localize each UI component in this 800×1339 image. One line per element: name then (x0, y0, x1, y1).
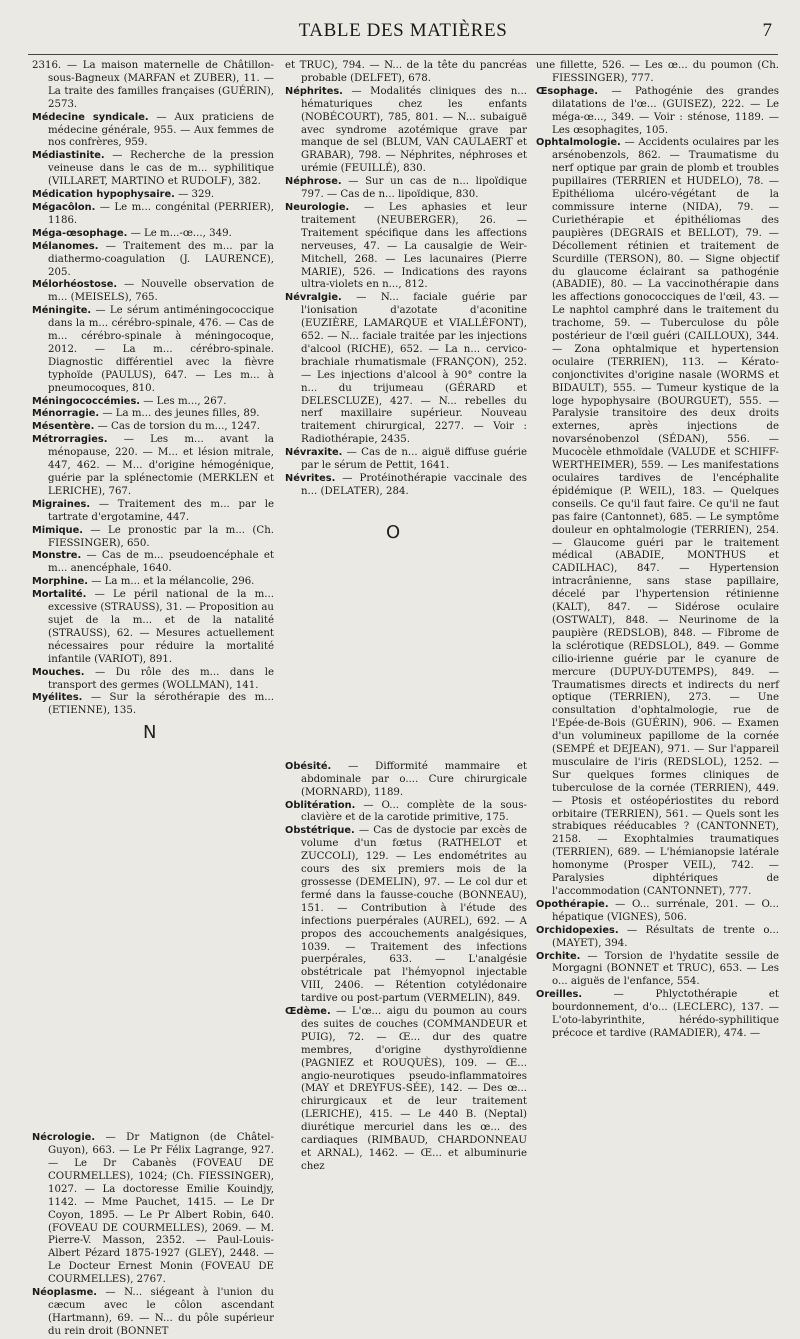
index-entry (32, 150, 274, 189)
index-entry (285, 473, 527, 499)
index-entry (32, 434, 274, 499)
index-entry (536, 951, 779, 990)
entry-text: — Les m... avant la ménopause, 220. — M... et lésion mitrale, 447, 462. — M... d'origine hémogénique, guérie par la splénectomie (MERKLEN et LERICHE), 767. (48, 434, 274, 497)
entry-text: — Cas de torsion du m..., 1247. (94, 421, 261, 433)
index-entry (32, 1132, 274, 1287)
entry-headword: Œdème. (285, 1006, 331, 1018)
entry-headword: Obstétrique. (285, 825, 355, 837)
index-entry (285, 86, 527, 176)
entry-text: — Cas de n... aiguë diffuse guérie par le sérum de Pettit, 1641. (301, 447, 527, 472)
entry-headword: Méningite. (32, 305, 92, 317)
page-header (28, 14, 778, 55)
column-1-gap (32, 718, 274, 1132)
index-entry (32, 421, 274, 434)
index-entry (32, 228, 274, 241)
index-entry (32, 241, 274, 280)
entry-text: — Phlyctothérapie et bourdonnement, d'o... (LECLERC), 137. — L'oto-labyrinthite, hérédo-syphilitique précoce et tardive (RAMADIER), 474. — (552, 989, 779, 1039)
entry-headword: Néphrose. (285, 176, 342, 188)
entry-headword: Névrites. (285, 473, 336, 484)
entry-text: — N... siégeant à l'union du cæcum avec le côlon ascendant (Hartmann), 69. — N... du pôle supérieur du rein droit (BONNET (48, 1287, 274, 1337)
entry-text: — Traitement des m... par le tartrate d'ergotamine, 447. (48, 498, 274, 523)
index-entry (536, 925, 779, 951)
column-2 (285, 60, 527, 1174)
entry-text: — Les aphasies et leur traitement (NEUBERGER), 26. — Traitement spécifique dans les affections nerveuses, 47. — La causalgie de Weir-Mitchell, 268. — Les lacunaires (Pierre MARIE), 526. — Indications des rayons ultra-violets en n..., 812. (301, 201, 527, 291)
index-entry (32, 279, 274, 305)
entry-headword: Migraines. (32, 498, 91, 510)
entry-text: — Le m... congénital (PERRIER), 1186. (48, 201, 274, 226)
entry-text: et TRUC), 794. — N... de la tête du pancréas probable (DELFET), 678. (285, 60, 527, 84)
entry-headword: Mélorhéostose. (32, 279, 118, 291)
entry-headword: Mésentère. (32, 421, 95, 433)
index-entry (285, 60, 527, 86)
index-entry (285, 202, 527, 292)
entry-text: — Difformité mammaire et abdominale par o.... Cure chirurgicale (MORNARD), 1189. (301, 760, 527, 798)
entry-headword: Nécrologie. (32, 1132, 96, 1144)
entry-headword: Myélites. (32, 692, 83, 704)
entry-headword: Ophtalmologie. (536, 137, 621, 149)
entry-headword: Neurologie. (285, 201, 350, 213)
column-2-gap (285, 499, 527, 761)
entry-text: — Dr Matignon (de Châtel-Guyon), 663. — Le Pr Félix Lagrange, 927. — Le Dr Cabanès (FOVEAU DE COURMELLES), 1024; (Ch. FIESSINGER), 1027. — La doctoresse Emilie Kouindjy, 1142. — Mme Pauchet, 1415. — Le Dr Coyon, 1895. — Le Pr Albert Robin, 640. (FOVEAU DE COURMELLES), 2069. — M. Pierre-V. Masson, 2352. — Paul-Louis-Albert Pézard 1875-1927 (GLEY), 2448. — Le Docteur Ernest Monin (FOVEAU DE COURMELLES), 2767. (48, 1132, 274, 1286)
entry-text: une fillette, 526. — Les œ... du poumon (Ch. FIESSINGER), 777. (536, 60, 779, 84)
entry-text: — O... complète de la sous-clavière et de la carotide primitive, 175. (301, 799, 527, 824)
index-entry (32, 202, 274, 228)
entry-headword: Opothérapie. (536, 898, 609, 910)
entry-text: — Les m..., 267. (140, 395, 227, 407)
column-1-entries (32, 60, 274, 718)
entry-text: — Protéinothérapie vaccinale des n... (DELATER), 284. (301, 473, 527, 497)
entry-headword: Mouches. (32, 666, 85, 678)
entry-headword: Obésité. (285, 760, 332, 772)
index-entry (32, 525, 274, 551)
page-number: 7 (762, 20, 772, 41)
entry-headword: Méningococcémies. (32, 395, 141, 407)
entry-text: — Traitement des m... par la diathermo-coagulation (J. LAURENCE), 205. (48, 240, 274, 278)
entry-text: — N... faciale guérie par l'ionisation d'azotate d'aconitine (EUZIÈRE, LAMARQUE et VIALLÉFONT), 652. — N... faciale traitée par les injections d'alcool (RICHE), 652. — La n... cervico-brachiale rhumatismale (FRANÇON), 252. — Les injections d'alcool à 90° contre la n... du trijumeau (GÉRARD et DELESCLUZE), 427. — N... rebelles du nerf maxillaire supérieur. Nouveau traitement chirurgical, 2277. — Voir : Radiothérapie, 2435. (301, 292, 527, 446)
entry-headword: Névralgie. (285, 292, 342, 304)
index-entry (32, 692, 274, 718)
entry-text: — Torsion de l'hydatite sessile de Morgagni (BONNET et TRUC), 653. — Les o... aiguës de l'enfance, 554. (552, 950, 779, 988)
column-2-o-entries (285, 761, 527, 1174)
column-3-entries (536, 60, 779, 1041)
section-letter-o: O (386, 522, 401, 543)
entry-headword: Orchite. (536, 950, 581, 962)
entry-text: — Sur un cas de n... lipoïdique 797. — Cas de n... lipoïdique, 830. (301, 176, 527, 201)
entry-text: — Recherche de la pression veineuse dans le cas de m... syphilitique (VILLARET, MARTINO et RUDOLF), 382. (48, 150, 274, 188)
index-entry (32, 396, 274, 409)
index-entry (285, 292, 527, 447)
index-entry (285, 800, 527, 826)
entry-text: — Nouvelle observation de m... (MEISELS), 765. (48, 279, 274, 304)
entry-text: — Pathogénie des grandes dilatations de l'œ... (GUISEZ), 222. — Le méga-œ..., 349. — Voir : sténose, 1189. — Les œsophagites, 105. (552, 85, 779, 136)
entry-headword: Oreilles. (536, 989, 583, 1001)
entry-text: — Modalités cliniques des n... hématuriques chez les enfants (NOBÉCOURT), 785, 801. — N... subaiguë avec syndrome azotémique grave par manque de sel (BLUM, VAN CAULAERT et GRABAR), 798. — Néphrites, néphroses et urémie (FEUILLÉ), 830. (301, 85, 527, 175)
entry-headword: Névraxite. (285, 447, 343, 459)
entry-headword: Médecine syndicale. (32, 111, 149, 123)
column-2-entries (285, 60, 527, 499)
entry-headword: Métrorragies. (32, 434, 108, 446)
column-1 (32, 60, 274, 1339)
index-entry (32, 589, 274, 666)
entry-text: — Résultats de trente o... (MAYET), 394. (552, 924, 779, 949)
index-entry (536, 60, 779, 86)
entry-text: — Le pronostic par la m... (Ch. FIESSINGER), 650. (48, 524, 274, 549)
index-entry (32, 499, 274, 525)
entry-text: — Le sérum antiméningococcique dans la m... cérébro-spinale, 476. — Cas de m... cérébro-spinale à méningocoque, 2012. — La m... cérébro-spinale. Diagnostic différentiel avec la fièvre typhoïde (PAULUS), 647. — Les m... à pneumocoques, 810. (48, 305, 274, 394)
entry-text: — Le m...-œ..., 349. (127, 227, 232, 239)
index-entry (536, 137, 779, 898)
index-entry (536, 86, 779, 138)
entry-headword: Oblitération. (285, 799, 356, 811)
entry-text: — La m... des jeunes filles, 89. (99, 408, 260, 420)
index-entry (285, 825, 527, 1006)
index-entry (32, 667, 274, 693)
index-entry (32, 1287, 274, 1339)
entry-headword: Méga-œsophage. (32, 227, 128, 239)
column-3 (536, 60, 779, 1041)
entry-text: — Aux praticiens de médecine générale, 955. — Aux femmes de nos confrères, 959. (48, 111, 274, 149)
index-entry (32, 408, 274, 421)
entry-headword: Mégacôlon. (32, 201, 96, 213)
entry-text: — La m... et la mélancolie, 296. (88, 576, 255, 588)
section-letter-n: N (143, 722, 157, 743)
running-title: TABLE DES MATIÈRES (298, 20, 508, 41)
index-entry (285, 1006, 527, 1174)
entry-text: — O... surrénale, 201. — O... hépatique (VIGNES), 506. (552, 898, 779, 923)
entry-headword: Mortalité. (32, 589, 87, 601)
index-entry (32, 550, 274, 576)
entry-headword: Monstre. (32, 550, 82, 562)
entry-headword: Médiastinite. (32, 150, 105, 162)
index-entry (536, 989, 779, 1041)
entry-headword: Néoplasme. (32, 1287, 97, 1299)
entry-headword: Orchidopexies. (536, 924, 619, 936)
entry-text: — Sur la sérothérapie des m... (ETIENNE), 135. (48, 692, 274, 717)
entry-text: 2316. — La maison maternelle de Châtillon-sous-Bagneux (MARFAN et ZUBER), 11. — La traite des familles françaises (GUÉRIN), 2573. (32, 60, 274, 110)
column-1-n-entries (32, 1132, 274, 1339)
entry-text: — Le péril national de la m... excessive (STRAUSS), 31. — Proposition au sujet de la m... et de la natalité (STRAUSS), 62. — Mesures actuellement nécessaires pour réduire la mortalité infantile (VARIOT), 891. (48, 589, 274, 665)
entry-headword: Mélanomes. (32, 240, 99, 252)
index-entry (285, 176, 527, 202)
index-entry (32, 189, 274, 202)
index-entry (32, 576, 274, 589)
entry-headword: Mimique. (32, 524, 84, 536)
entry-text: — Cas de dystocie par excès de volume d'un fœtus (RATHELOT et ZUCCOLI), 129. — Les endométrites au cours des six premiers mois de la grossesse (DEMELIN), 97. — Le col dur et fermé dans la fausse-couche (BONNEAU), 151. — Contribution à l'étude des infections puerpérales (AUREL), 692. — A propos des accouchements analgésiques, 1039. — Traitement des infections puerpérales, 633. — L'analgésie obstétricale pat l'hémyopnol injectable VIII, 2406. — Rétention cotylédonaire tardive ou post-partum (VERMELIN), 849. (301, 825, 527, 1005)
index-entry (285, 761, 527, 800)
entry-headword: Morphine. (32, 576, 88, 588)
entry-headword: Néphrites. (285, 85, 343, 97)
entry-headword: Œsophage. (536, 85, 598, 97)
index-entry (32, 60, 274, 112)
index-entry (32, 305, 274, 395)
entry-text: — L'œ... aigu du poumon au cours des suites de couches (COMMANDEUR et PUIG), 72. — Œ... dur des quatre membres, d'origine dysthyroïdienne (PAGNIEZ et ROUQUÈS), 109. — Œ... angio-neurotiques pseudo-inflammatoires (MAY et DREYFUS-SÉE), 142. — Des œ... chirurgicaux et de leur traitement (LERICHE), 415. — Le 440 B. (Neptal) diurétique mercuriel dans les œ... des cardiaques (RIMBAUD, CHARDONNEAU et ARNAL), 1462. — Œ... et albuminurie chez (301, 1006, 527, 1172)
index-entry (536, 899, 779, 925)
entry-text: — Cas de m... pseudoencéphale et m... anencéphale, 1640. (48, 550, 274, 575)
entry-headword: Ménorragie. (32, 408, 100, 420)
entry-text: — Du rôle des m... dans le transport des germes (WOLLMAN), 141. (48, 666, 274, 691)
entry-text: — Accidents oculaires par les arsénobenzols, 862. — Traumatisme du nerf optique par grain de plomb et troubles pupillaires (TERRIEN et HUDELO), 78. — Epithélioma ulcéro-végétant de la commissure interne (NIDA), 79. — Curiethérapie et épithéliomas des paupières (DEGRAIS et BELLOT), 79. — Décollement rétinien et traitement de Scurdille (TERSON), 80. — Signe objectif du glaucome éclairant sa pathogénie (ABADIE), 80. — La vaccinothérapie dans les affections gonococciques de l'œil, 43. — Le naphtol camphré dans le traitement du trachome, 59. — Tuberculose du pôle postérieur de l'œil guéri (CAILLOUX), 344. — Zona ophtalmique et hypertension oculaire (TERRIEN), 113. — Kérato-conjonctivites d'origine nasale (WORMS et BIDAULT), 555. — Tumeur kystique de la loge hypophysaire (BOURGUET), 555. — Paralysie transitoire des deux droits externes, après injections de novarsénobenzol (SÉDAN), 556. — Mucocèle ethmoïdale (VALUDE et SCHIFF-WERTHEIMER), 559. — Les manifestations oculaires tardives de l'encéphalite épidémique (P. WEIL), 183. — Quelques conseils. Ce qu'il faut faire. Ce qu'il ne faut pas faire (Cantonnet), 685. — Le symptôme douleur en ophtalmologie (TERRIEN), 254. — Glaucome guéri par le traitement médical (ABADIE, MONTHUS et CADILHAC), 847. — Hypertension intracrânienne, sans stase papillaire, décelé par l'hypertension rétinienne (KALT), 847. — Sidérose oculaire (OSTWALT), 848. — Neurinome de la paupière (REDSLOB), 848. — Fibrome de la sclérotique (REDSLOL), 849. — Gomme cilio-irienne guérie par le cyanure de mercure (DUPUY-DUTEMPS), 849. — Traumatismes directs et indirects du nerf optique (TERRIEN), 273. — Une consultation d'ophtalmologie, rue de l'Epée-de-Bois (GUÉRIN), 906. — Examen d'un volumineux papillome de la cornée (SEMPÉ et DEJEAN), 971. — Sur l'appareil musculaire de l'iris (REDSLOL), 1252. — Sur quelques formes cliniques de tuberculose de la cornée (TERRIEN), 449. — Ptosis et ostéopériostites du rebord orbitaire (TERRIEN), 561. — Quels sont les strabiques rééducables ? (CANTONNET), 2158. — Exophtalmies traumatiques (TERRIEN), 689. — L'hémianopsie latérale homonyme (Prosper VEIL), 742. — Paralysies diphtériques de l'accommodation (CANTONNET), 777. (552, 137, 779, 897)
index-entry (32, 112, 274, 151)
entry-text: — 329. (174, 189, 215, 201)
index-entry (285, 447, 527, 473)
entry-headword: Médication hypophysaire. (32, 189, 175, 201)
